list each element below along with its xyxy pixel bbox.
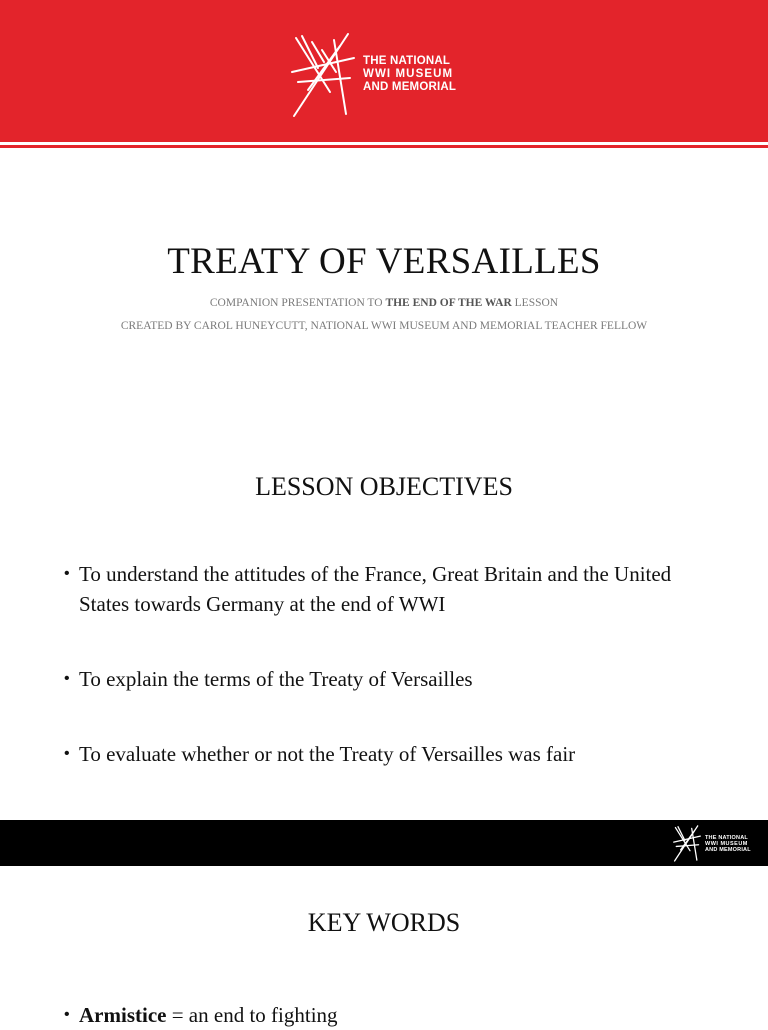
- key-word-term: Armistice: [79, 1003, 167, 1027]
- subtitle-lesson-name: THE END OF THE WAR: [385, 297, 512, 309]
- logo-wordmark: [363, 55, 456, 94]
- key-word-item: [64, 1000, 724, 1030]
- key-word-definition: = an end to fighting: [166, 1003, 338, 1027]
- logo-line-3: AND MEMORIAL: [363, 80, 457, 93]
- bullet-icon: •: [64, 670, 70, 687]
- small-logo-line-1: THE NATIONAL: [705, 835, 748, 841]
- bullet-icon: •: [64, 565, 70, 582]
- objective-text: To evaluate whether or not the Treaty of Versailles was fair: [79, 742, 576, 766]
- slide2-title: LESSON OBJECTIVES: [255, 472, 513, 501]
- header-red-rule: [0, 145, 768, 148]
- logo-line-1: THE NATIONAL: [363, 55, 451, 67]
- bullet-icon: •: [64, 1006, 70, 1023]
- key-word-entry: [64, 1000, 724, 1030]
- objective-item: [64, 739, 724, 769]
- slide1-subtitle-line2: CREATED BY CAROL HUNEYCUTT, NATIONAL WWI MUSEUM AND MEMORIAL TEACHER FELLOW: [120, 320, 648, 332]
- small-logo-line-2: WWI MUSEUM: [705, 841, 748, 848]
- slide3-black-band: [0, 820, 768, 866]
- bullet-icon: •: [64, 745, 70, 762]
- slide1-subtitle-line1: [0, 297, 768, 309]
- slide3-title: KEY WORDS: [307, 908, 461, 937]
- logo-line-2: WWI MUSEUM: [363, 67, 454, 80]
- objective-item: [64, 664, 724, 694]
- slide1-title: TREATY OF VERSAILLES: [167, 241, 601, 282]
- wwi-museum-logo-icon: [288, 28, 358, 120]
- wwi-museum-logo-small-icon: [672, 823, 702, 863]
- small-logo-wordmark: [705, 835, 751, 853]
- objective-text: To understand the attitudes of the France, Great Britain and the United States towards Germany at the end of WWI: [79, 562, 672, 616]
- objective-text: To explain the terms of the Treaty of Versailles: [79, 667, 473, 691]
- small-logo-line-3: AND MEMORIAL: [705, 847, 751, 854]
- subtitle-suffix: LESSON: [511, 297, 559, 309]
- objective-item: [64, 559, 724, 619]
- subtitle-prefix: COMPANION PRESENTATION TO: [209, 297, 386, 309]
